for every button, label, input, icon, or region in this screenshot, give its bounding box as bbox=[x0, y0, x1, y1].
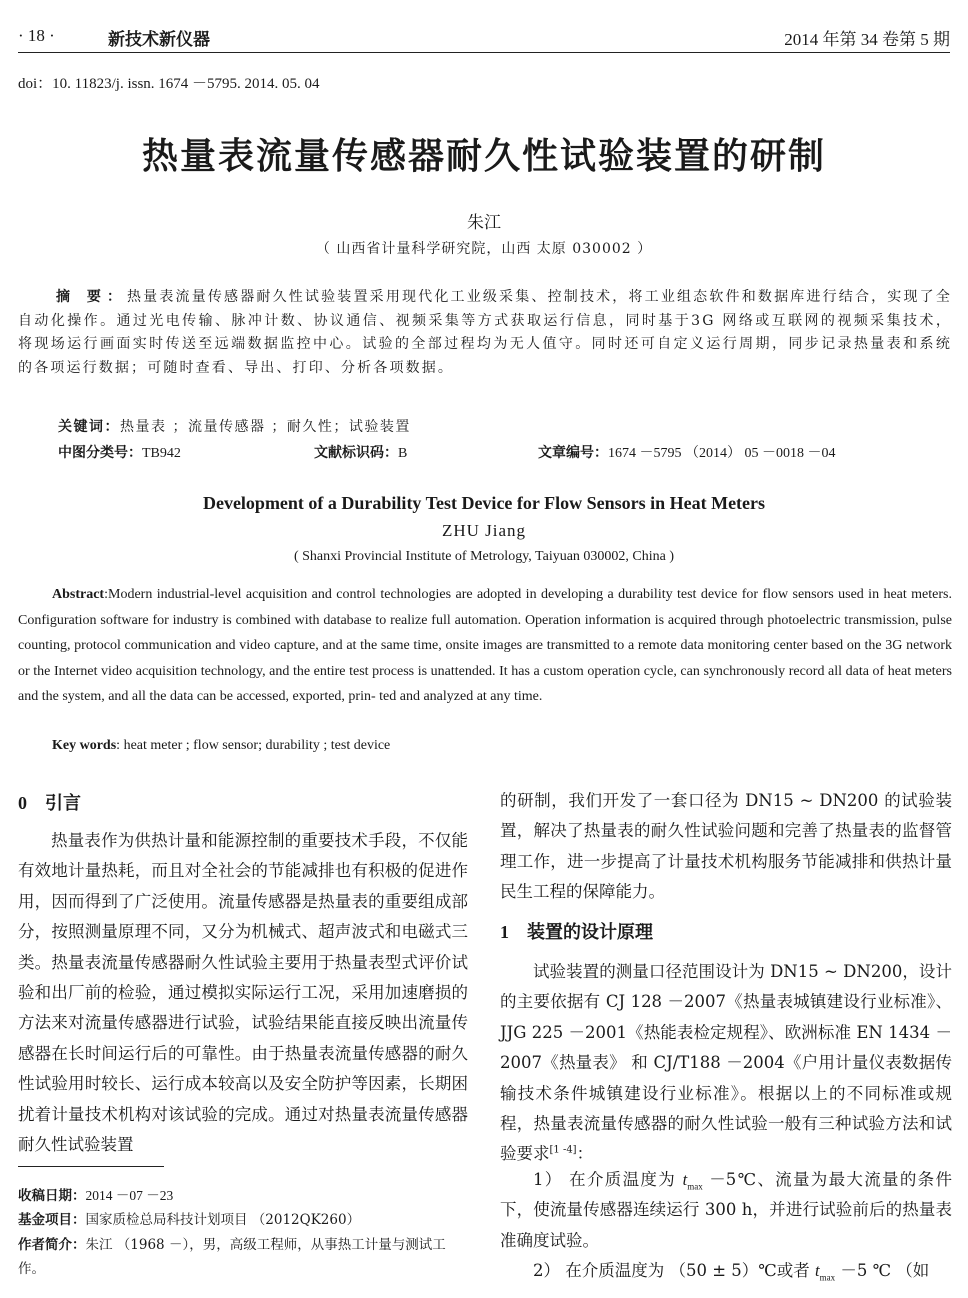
keywords-en-label: Key words bbox=[52, 738, 117, 753]
article-no-label: 文章编号： bbox=[538, 445, 608, 461]
section-1-tail: ： bbox=[576, 1144, 594, 1164]
fund-text: 国家质检总局科技计划项目 （2012QK260） bbox=[85, 1212, 361, 1228]
doc-code-label: 文献标识码： bbox=[314, 445, 398, 461]
method-item-2 bbox=[500, 1256, 952, 1286]
footnote-received bbox=[18, 1184, 470, 1209]
abstract-en-text: Modern industrial-level acquisition and control technologies are adopted in developing a durability test device for flow sensors used in heat meters. Configuration software for industry is combined with database to realize full automation. Operation information is acquired through photoelectric transmission, pulse counting, protocol communication and video capture, and at the same time, onsite images are transmitted to a remote data monitoring center based on the 3G network or the Internet video acquisition technology, and the entire test process is unattended. It has a custom operation cycle, can synchronously record all data of heat meters and the system, and all the data can be accessed, exported, prin- ted and analyzed at any time. bbox=[18, 587, 952, 705]
citation-ref[interactable]: [1 -4] bbox=[549, 1144, 577, 1156]
tmax-symbol-2: $t_{max}$ bbox=[815, 1261, 836, 1283]
document-code bbox=[314, 442, 407, 462]
header-rule bbox=[18, 52, 950, 53]
section-0-continuation: 的研制，我们开发了一套口径为 DN15 ~ DN200 的试验装置，解决了热量表的耐久性试验问题和完善了热量表的监督管理工作，进一步提高了计量技术机构服务节能减排和供热计量民生工程的保障能力。 bbox=[500, 791, 952, 902]
journal-column: 新技术新仪器 bbox=[108, 30, 210, 50]
section-1-paragraph bbox=[500, 957, 952, 1170]
keywords-cn-text: 热量表 ；流量传感器 ；耐久性；试验装置 bbox=[120, 419, 411, 435]
footnote-rule bbox=[18, 1166, 164, 1167]
keywords-en bbox=[52, 738, 390, 754]
paper-title: 热量表流量传感器耐久性试验装置的研制 bbox=[141, 136, 826, 177]
keywords-en-sep: : bbox=[116, 738, 121, 753]
abstract-en-sep: : bbox=[104, 587, 108, 602]
section-0-paragraph: 热量表作为供热计量和能源控制的重要技术手段，不仅能有效地计量热耗，而且对全社会的节能减排也有积极的促进作用，因而得到了广泛使用。流量传感器是热量表的重要组成部分，按照测量原理不同，又分为机械式、超声波式和电磁式三类。热量表流量传感器耐久性试验主要用于热量表型式评价试验和出厂前的检验，通过模拟实际运行工况，采用加速磨损的方法来对流量传感器进行试验，试验结果能直接反映出流量传感器在长时间运行后的可靠性。由于热量表流量传感器的耐久性试验用时较长、运行成本较高以及安全防护等因素，长期困扰着计量技术机构对该试验的完成。通过对热量表流量传感器耐久性试验装置 bbox=[18, 831, 468, 1155]
doi[interactable]: doi：10. 11823/j. issn. 1674 －5795. 2014. 05. 04 bbox=[18, 76, 320, 92]
item-1-text: －5℃、流量为最大流量的条件下，使流量传感器连续运行 300 h，并进行试验前后的热量表准确度试验。 bbox=[500, 1170, 952, 1250]
item-2-lead: 2） 在介质温度为 （50 ± 5）℃或者 bbox=[533, 1261, 815, 1280]
clc-label: 中图分类号： bbox=[58, 445, 142, 461]
footnote-bio bbox=[18, 1234, 470, 1281]
paper-title-en: Development of a Durability Test Device for Flow Sensors in Heat Meters bbox=[202, 493, 766, 513]
section-1-number: 1 bbox=[500, 922, 509, 942]
abstract-en bbox=[18, 582, 952, 710]
abstract-en-label: Abstract bbox=[52, 587, 105, 602]
clc-text: TB942 bbox=[142, 446, 181, 461]
issue-info: 2014 年第 34 卷第 5 期 bbox=[784, 30, 950, 49]
method-item-1 bbox=[500, 1165, 952, 1256]
affiliation-en: ( Shanxi Provincial Institute of Metrology, Taiyuan 030002, China ) bbox=[293, 549, 675, 564]
tmax-subscript: max bbox=[687, 1181, 703, 1192]
article-number bbox=[538, 442, 836, 462]
doc-code-text: B bbox=[398, 446, 408, 461]
affiliation: （ 山西省计量科学研究院，山西 太原 030002 ） bbox=[315, 241, 653, 257]
clc-number bbox=[58, 442, 181, 462]
section-0-heading bbox=[18, 789, 81, 815]
author-en: ZHU Jiang bbox=[441, 521, 527, 540]
keywords-en-text: heat meter ; flow sensor; durability ; test device bbox=[123, 738, 391, 753]
section-1-text: 试验装置的测量口径范围设计为 DN15 ~ DN200，设计的主要依据有 CJ 128 －2007《热量表城镇建设行业标准》、JJG 225 －2001《热能表检定规程》、欧洲标准 EN 1434 －2007《热量表》 和 CJ/T188 －2004《户用计量仪表数据传输技术条件城镇建设行业标准》。根据以上的不同标准或规程，热量表流量传感器的耐久性试验一般有三种试验方法和试验要求 bbox=[500, 962, 952, 1164]
abstract-cn-text: 热量表流量传感器耐久性试验装置采用现代化工业级采集、控制技术，将工业组态软件和数据库进行结合，实现了全自动化操作。通过光电传输、脉冲计数、协议通信、视频采集等方式获取运行信息，同时基于3G 网络或互联网的视频采集技术，将现场运行画面实时传送至远端数据监控中心。试验的全部过程均为无人值守。同时还可自定义运行周期，同步记录热量表和系统的各项运行数据；可随时查看、导出、打印、分析各项数据。 bbox=[18, 289, 952, 376]
received-label: 收稿日期： bbox=[18, 1188, 86, 1204]
tmax-subscript-2: max bbox=[819, 1272, 836, 1283]
abstract-cn bbox=[18, 286, 952, 380]
item-1-lead: 1） 在介质温度为 bbox=[533, 1170, 683, 1189]
section-0-title: 引言 bbox=[45, 793, 81, 814]
section-0-number: 0 bbox=[18, 793, 27, 813]
page-number: · 18 · bbox=[18, 26, 55, 45]
keywords-cn-label: 关键词： bbox=[58, 419, 120, 435]
tmax-symbol: $t_{max}$ bbox=[682, 1170, 703, 1192]
abstract-cn-label: 摘 要： bbox=[56, 289, 127, 305]
bio-text: 朱江 （1968 －），男，高级工程师，从事热工计量与测试工作。 bbox=[18, 1237, 446, 1277]
bio-label: 作者简介： bbox=[18, 1237, 86, 1253]
fund-label: 基金项目： bbox=[18, 1212, 86, 1228]
section-1-heading bbox=[500, 918, 653, 944]
keywords-cn bbox=[58, 416, 411, 436]
section-1-title: 装置的设计原理 bbox=[527, 922, 653, 943]
item-2-text: －5 ℃ （如 bbox=[835, 1261, 930, 1280]
footnote-fund bbox=[18, 1209, 470, 1233]
article-no-text: 1674 －5795 （2014） 05 －0018 －04 bbox=[608, 446, 836, 461]
received-text: 2014 －07 －23 bbox=[85, 1188, 174, 1203]
author: 朱江 bbox=[467, 213, 501, 233]
